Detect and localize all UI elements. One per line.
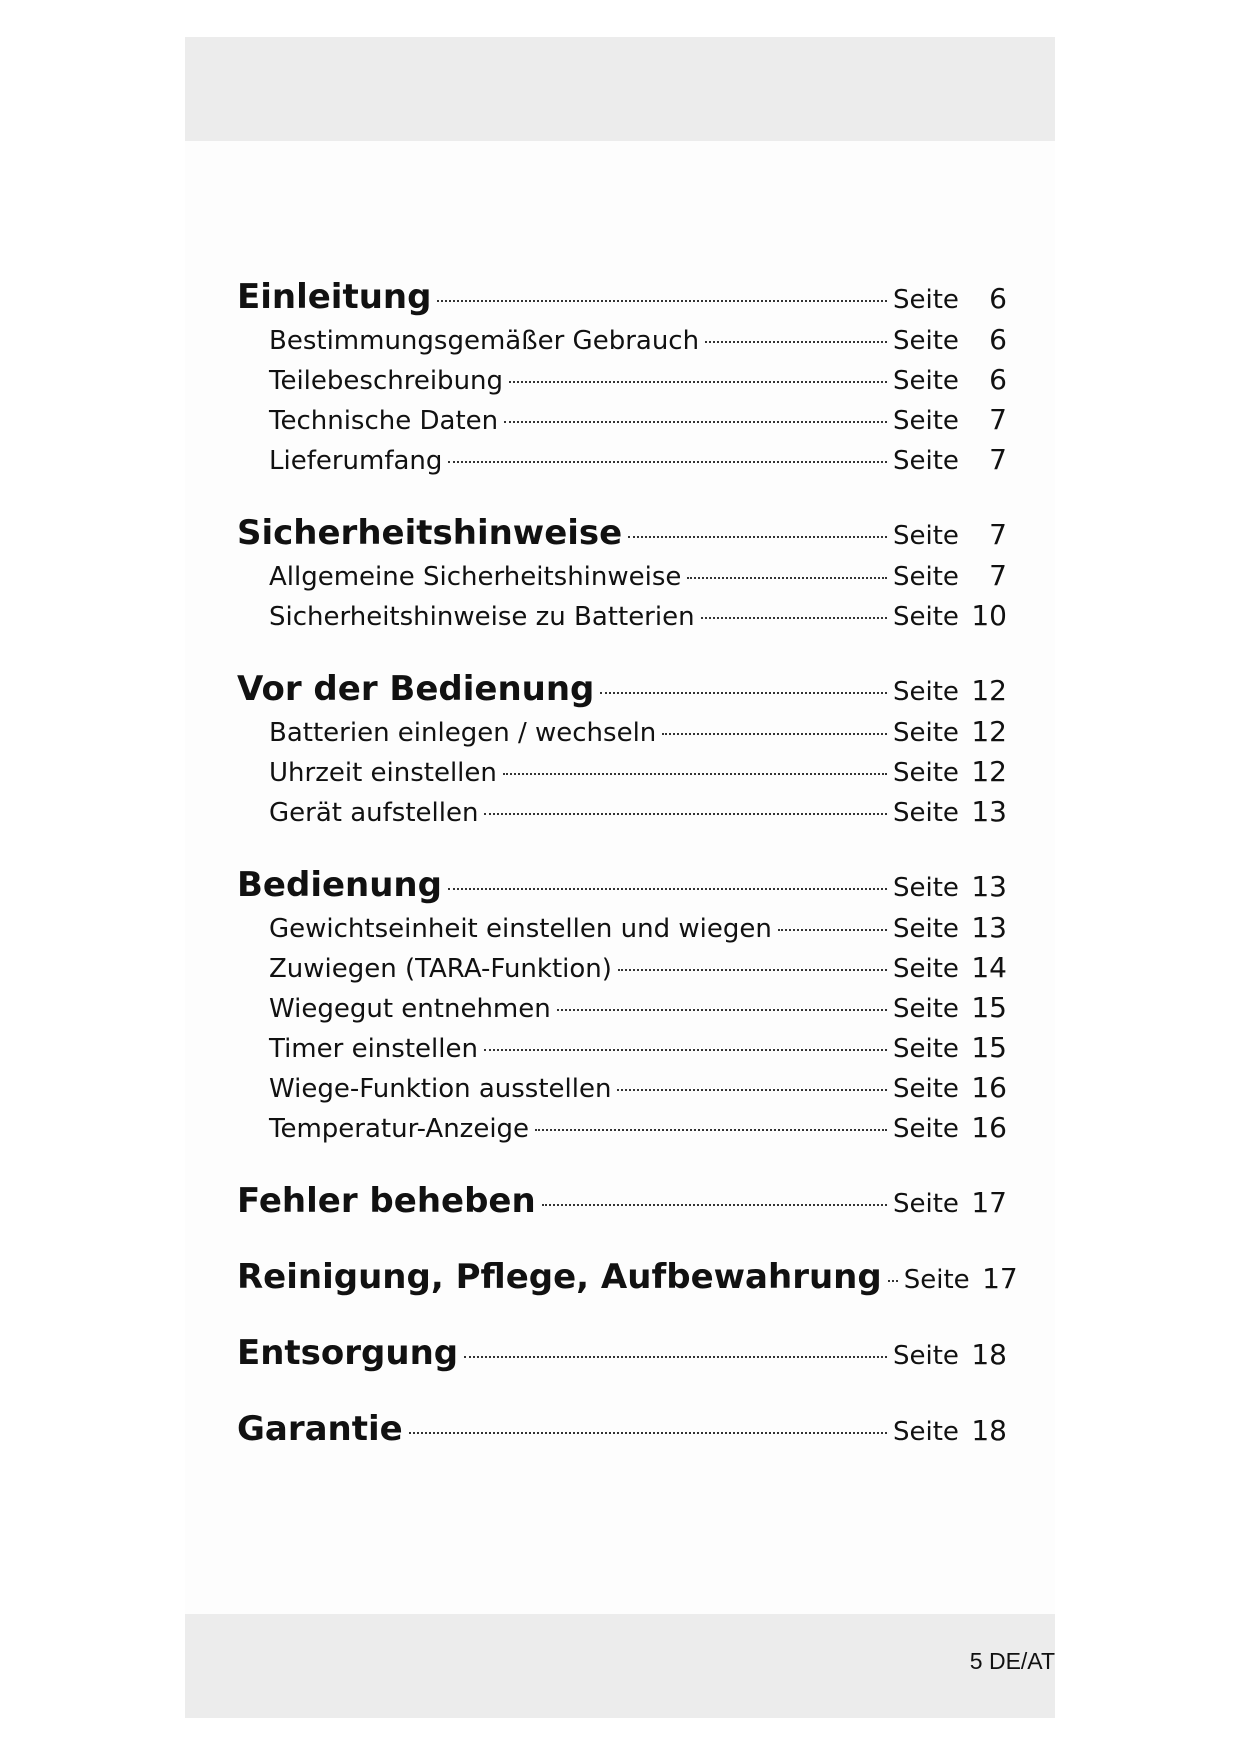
toc-entry-title: Timer einstellen xyxy=(269,1034,478,1064)
toc-entry-batterien-einlegen-wechseln[interactable] xyxy=(237,715,1007,755)
toc-page-number: 7 xyxy=(989,559,1007,592)
toc-page-number: 16 xyxy=(971,1071,1007,1104)
toc-section-einleitung xyxy=(237,277,1007,483)
toc-entry-timer-einstellen[interactable] xyxy=(237,1031,1007,1071)
toc-entry-title: Lieferumfang xyxy=(269,446,443,476)
toc-entry-title: Sicherheitshinweise xyxy=(237,513,623,553)
toc-entry-wiege-funktion-ausstellen[interactable] xyxy=(237,1071,1007,1111)
toc-page-number: 13 xyxy=(971,870,1007,903)
toc-page-number: 12 xyxy=(971,674,1007,707)
toc-section-entsorgung xyxy=(237,1333,1007,1379)
toc-page-number: 6 xyxy=(989,282,1007,315)
toc-entry-gerät-aufstellen[interactable] xyxy=(237,795,1007,835)
seite-label: Seite xyxy=(893,562,959,592)
dot-leader xyxy=(600,692,887,694)
toc-entry-title: Fehler beheben xyxy=(237,1181,536,1221)
dot-leader xyxy=(618,969,887,971)
seite-label: Seite xyxy=(903,1265,970,1295)
toc-page-number: 15 xyxy=(971,991,1007,1024)
seite-label: Seite xyxy=(893,718,959,748)
dot-leader xyxy=(484,1049,887,1051)
toc-entry-title: Garantie xyxy=(237,1409,403,1449)
toc-heading-sicherheitshinweise[interactable] xyxy=(237,513,1007,559)
toc-section-bedienung xyxy=(237,865,1007,1151)
seite-label: Seite xyxy=(893,1417,959,1447)
dot-leader xyxy=(662,733,887,735)
dot-leader xyxy=(504,421,887,423)
toc-page-number: 12 xyxy=(971,715,1007,748)
seite-label: Seite xyxy=(893,994,959,1024)
toc-entry-title: Vor der Bedienung xyxy=(237,669,595,709)
toc-entry-technische-daten[interactable] xyxy=(237,403,1007,443)
toc-section-garantie xyxy=(237,1409,1007,1455)
dot-leader xyxy=(617,1089,887,1091)
seite-label: Seite xyxy=(893,1189,959,1219)
toc-entry-sicherheitshinweise-zu-batterien[interactable] xyxy=(237,599,1007,639)
header-band xyxy=(185,37,1055,141)
dot-leader xyxy=(484,813,887,815)
toc-entry-temperatur-anzeige[interactable] xyxy=(237,1111,1007,1151)
seite-label: Seite xyxy=(893,446,959,476)
seite-label: Seite xyxy=(893,1034,959,1064)
toc-entry-title: Sicherheitshinweise zu Batterien xyxy=(269,602,695,632)
dot-leader xyxy=(542,1204,887,1206)
seite-label: Seite xyxy=(893,1074,959,1104)
seite-label: Seite xyxy=(893,677,959,707)
toc-entry-title: Wiege-Funktion ausstellen xyxy=(269,1074,612,1104)
toc-page-number: 7 xyxy=(989,403,1007,436)
toc-entry-title: Bestimmungsgemäßer Gebrauch xyxy=(269,326,700,356)
dot-leader xyxy=(778,929,887,931)
toc-entry-title: Gewichtseinheit einstellen und wiegen xyxy=(269,914,772,944)
seite-label: Seite xyxy=(893,285,959,315)
toc-page-number: 17 xyxy=(971,1186,1007,1219)
dot-leader xyxy=(448,888,887,890)
toc-page-number: 16 xyxy=(971,1111,1007,1144)
dot-leader xyxy=(888,1280,898,1282)
dot-leader xyxy=(503,773,887,775)
dot-leader xyxy=(687,577,887,579)
seite-label: Seite xyxy=(893,873,959,903)
seite-label: Seite xyxy=(893,366,959,396)
toc-heading-vor-der-bedienung[interactable] xyxy=(237,669,1007,715)
toc-page-number: 15 xyxy=(971,1031,1007,1064)
seite-label: Seite xyxy=(893,406,959,436)
toc-heading-fehler-beheben[interactable] xyxy=(237,1181,1007,1227)
toc-entry-title: Reinigung, Pflege, Aufbewahrung xyxy=(237,1257,882,1297)
toc-entry-lieferumfang[interactable] xyxy=(237,443,1007,483)
toc-section-reinigung-pflege-aufbewahrung xyxy=(237,1257,1018,1303)
dot-leader xyxy=(628,536,887,538)
toc-entry-title: Zuwiegen (TARA-Funktion) xyxy=(269,954,612,984)
dot-leader xyxy=(535,1129,887,1131)
dot-leader xyxy=(464,1356,887,1358)
seite-label: Seite xyxy=(893,602,959,632)
toc-heading-garantie[interactable] xyxy=(237,1409,1007,1455)
toc-entry-teilebeschreibung[interactable] xyxy=(237,363,1007,403)
dot-leader xyxy=(509,381,887,383)
seite-label: Seite xyxy=(893,326,959,356)
dot-leader xyxy=(701,617,887,619)
seite-label: Seite xyxy=(893,798,959,828)
seite-label: Seite xyxy=(893,1114,959,1144)
toc-page-number: 7 xyxy=(989,518,1007,551)
toc-entry-title: Einleitung xyxy=(237,277,432,317)
seite-label: Seite xyxy=(893,954,959,984)
toc-page-number: 17 xyxy=(982,1262,1018,1295)
toc-page-number: 18 xyxy=(971,1414,1007,1447)
dot-leader xyxy=(448,461,887,463)
toc-page-number: 14 xyxy=(971,951,1007,984)
document-page xyxy=(185,37,1055,1718)
toc-entry-title: Teilebeschreibung xyxy=(269,366,504,396)
footer-band xyxy=(185,1614,1055,1718)
dot-leader xyxy=(437,300,887,302)
toc-section-fehler-beheben xyxy=(237,1181,1007,1227)
seite-label: Seite xyxy=(893,914,959,944)
toc-entry-wiegegut-entnehmen[interactable] xyxy=(237,991,1007,1031)
dot-leader xyxy=(409,1432,887,1434)
seite-label: Seite xyxy=(893,1341,959,1371)
toc-page-number: 7 xyxy=(989,443,1007,476)
toc-page-number: 6 xyxy=(989,323,1007,356)
dot-leader xyxy=(705,341,887,343)
toc-page-number: 6 xyxy=(989,363,1007,396)
toc-entry-title: Gerät aufstellen xyxy=(269,798,479,828)
toc-entry-title: Allgemeine Sicherheitshinweise xyxy=(269,562,682,592)
toc-entry-zuwiegen-tara-funktion[interactable] xyxy=(237,951,1007,991)
toc-entry-allgemeine-sicherheitshinweise[interactable] xyxy=(237,559,1007,599)
toc-section-vor-der-bedienung xyxy=(237,669,1007,835)
toc-entry-title: Wiegegut entnehmen xyxy=(269,994,551,1024)
dot-leader xyxy=(557,1009,887,1011)
toc-page-number: 10 xyxy=(971,599,1007,632)
toc-heading-einleitung[interactable] xyxy=(237,277,1007,323)
toc-entry-title: Uhrzeit einstellen xyxy=(269,758,497,788)
table-of-contents xyxy=(237,277,1018,1485)
toc-page-number: 18 xyxy=(971,1338,1007,1371)
toc-page-number: 13 xyxy=(971,795,1007,828)
toc-heading-bedienung[interactable] xyxy=(237,865,1007,911)
toc-heading-reinigung-pflege-aufbewahrung[interactable] xyxy=(237,1257,1018,1303)
page-number: 5 DE/AT xyxy=(969,1648,1055,1674)
toc-entry-title: Temperatur-Anzeige xyxy=(269,1114,530,1144)
toc-entry-title: Technische Daten xyxy=(269,406,499,436)
seite-label: Seite xyxy=(893,758,959,788)
toc-entry-title: Entsorgung xyxy=(237,1333,459,1373)
toc-page-number: 12 xyxy=(971,755,1007,788)
toc-entry-uhrzeit-einstellen[interactable] xyxy=(237,755,1007,795)
toc-heading-entsorgung[interactable] xyxy=(237,1333,1007,1379)
toc-entry-gewichtseinheit-einstellen-und-wiegen[interactable] xyxy=(237,911,1007,951)
toc-entry-bestimmungsgemäßer-gebrauch[interactable] xyxy=(237,323,1007,363)
toc-section-sicherheitshinweise xyxy=(237,513,1007,639)
seite-label: Seite xyxy=(893,521,959,551)
toc-entry-title: Batterien einlegen / wechseln xyxy=(269,718,657,748)
toc-entry-title: Bedienung xyxy=(237,865,442,905)
toc-page-number: 13 xyxy=(971,911,1007,944)
